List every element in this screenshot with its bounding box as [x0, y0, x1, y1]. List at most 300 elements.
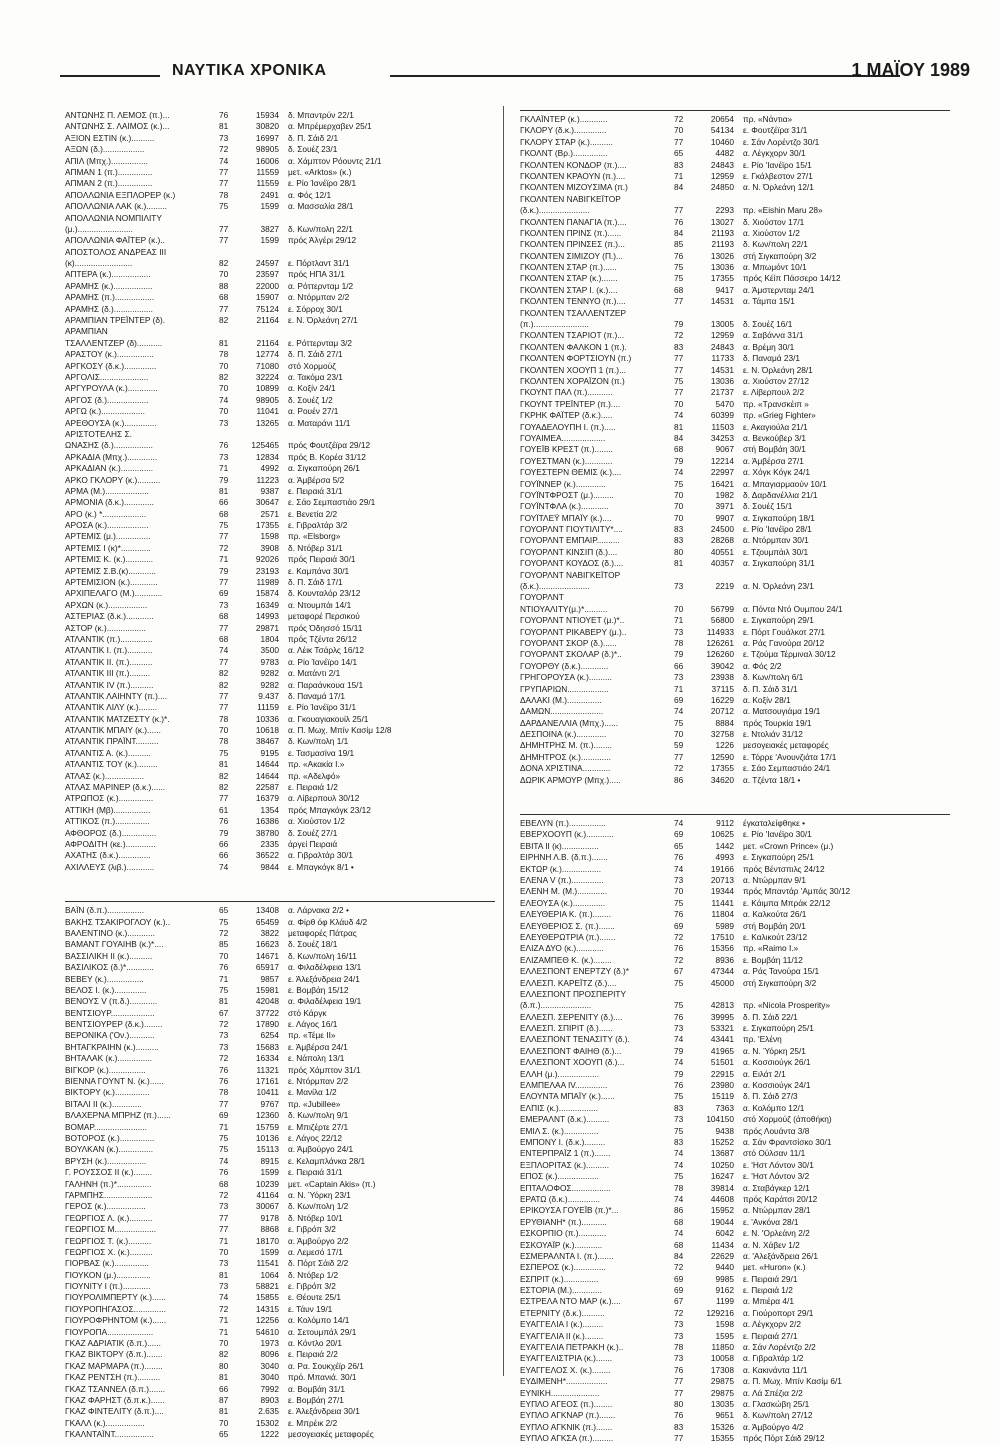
- build-year: 72: [674, 763, 684, 774]
- tonnage: 98905: [255, 144, 279, 155]
- build-year: 73: [219, 132, 229, 143]
- build-year: 80: [674, 546, 684, 557]
- tonnage: 40357: [710, 558, 734, 569]
- build-year: 67: [674, 1296, 684, 1307]
- build-year: 86: [674, 774, 684, 785]
- ship-row: [65, 691, 495, 702]
- build-year: 77: [674, 296, 684, 307]
- position: α. Λέγκχορν 2/2: [743, 1319, 801, 1330]
- build-year: 75: [674, 1000, 684, 1011]
- ship-row: [520, 978, 950, 989]
- ship-row: [520, 1433, 950, 1444]
- tonnage: 92026: [255, 554, 279, 565]
- tonnage: 37722: [255, 1007, 279, 1018]
- ship-name: ΑΤΛΑΝΤΙΚ (π.)..............: [65, 633, 153, 644]
- position: στή Σιγκαπούρη 3/2: [743, 977, 817, 988]
- ship-row: [520, 706, 950, 717]
- header-rule-right: [390, 75, 900, 77]
- ship-row: [520, 1308, 950, 1319]
- ship-row: [65, 1247, 495, 1258]
- ship-name: ΓΚΑΖ ΦΙΝΤΕΛΙΤΥ (δ.π.)....: [65, 1406, 164, 1417]
- build-year: 76: [219, 1076, 229, 1087]
- ship-row: [520, 570, 950, 581]
- position: πρός Πόρτ Σάιδ 29/12: [743, 1433, 825, 1444]
- ship-row: [520, 1034, 950, 1045]
- build-year: 82: [219, 1349, 229, 1360]
- ship-name: ΒΙΓΚΟΡ (κ.)................: [65, 1064, 146, 1075]
- ship-row: [520, 273, 950, 284]
- ship-row: [520, 251, 950, 262]
- ship-name: ΑΦΡΟΔΙΤΗ (κε.).............: [65, 839, 156, 849]
- tonnage: 11850: [711, 1342, 734, 1353]
- position: ε. Πειραιά 1/2: [743, 1285, 793, 1296]
- build-year: 70: [674, 398, 684, 409]
- build-year: 78: [219, 1087, 229, 1098]
- tonnage: 19344: [710, 886, 734, 897]
- position: α. Γιούροπορτ 29/1: [743, 1307, 814, 1318]
- position: πρός Φουτζέϊρα 29/12: [288, 440, 371, 451]
- build-year: 73: [219, 417, 229, 428]
- build-year: 68: [219, 611, 229, 622]
- ship-name: ΒΑΜΑΝΤ ΓΟΥΑΙΗΒ (κ.)*....: [65, 939, 164, 950]
- tonnage: 11559: [256, 178, 279, 189]
- tonnage: 11804: [711, 909, 734, 920]
- ship-row: [520, 376, 950, 387]
- ship-row: [65, 1122, 495, 1133]
- position: δ. Σουέζ 23/1: [288, 144, 338, 155]
- ship-name: ΓΟΥΟΡΛΝΤ ΣΚΟΡ (δ.)......: [520, 637, 617, 648]
- tonnage: 1226: [715, 740, 734, 751]
- ship-row: [65, 962, 495, 973]
- tonnage: 9282: [260, 668, 279, 679]
- ship-name: ΓΚΟΛΝΤΕΝ ΚΟΝΔΟΡ (π.)....: [520, 159, 627, 170]
- ship-row: [65, 1179, 495, 1190]
- ship-name: ΓΚΟΛΝΤΕΝ ΠΡΙΝΣ (π.)......: [520, 227, 622, 238]
- tonnage: 8868: [260, 1224, 279, 1235]
- position: ε. Τζούμα Τέρμιναλ 30/12: [743, 649, 836, 660]
- ship-name: ΕΜΠΟΝΥ Ι. (δ.κ.).........: [520, 1136, 606, 1147]
- ship-name: ΒΙΤΑΛΙ ΙΙ (κ.).............: [65, 1098, 142, 1109]
- ship-row: [520, 1319, 950, 1330]
- build-year: 70: [219, 383, 229, 394]
- tonnage: 1973: [260, 1338, 279, 1349]
- ship-name: ΓΚΑΖ ΡΕΝΤΣΗ (π.)..........: [65, 1372, 161, 1383]
- tonnage: 1598: [715, 1319, 734, 1330]
- build-year: 82: [219, 782, 229, 793]
- tonnage: 17355: [710, 273, 734, 284]
- ship-name: ΓΚΟΛΝΤΕΝ ΠΡΙΝΣΕΣ (π.)...: [520, 239, 625, 250]
- position: ε. Άμβέρσα 24/1: [288, 1041, 348, 1052]
- ship-name: ΒΕΝΟΥΣ V (π.δ.)............: [65, 996, 158, 1007]
- build-year: 74: [219, 155, 229, 166]
- ship-name: ΑΤΛΑΝΤΙΚ ΙΙ. (π.)..........: [65, 656, 153, 667]
- build-year: 70: [219, 406, 229, 417]
- build-year: 73: [674, 1330, 684, 1341]
- position: α. Πόντα Ντό Ουμπου 24/1: [743, 603, 843, 614]
- build-year: 70: [219, 1338, 229, 1349]
- tonnage: 40551: [710, 546, 734, 557]
- ship-row: [520, 490, 950, 501]
- position: δ. Π. Σάιδ 31/1: [743, 683, 798, 694]
- ship-name: ΔΑΡΔΑΝΕΛΛΙΑ (Μπχ.)......: [520, 717, 619, 728]
- tonnage: 23193: [255, 565, 279, 576]
- ship-row: [65, 110, 495, 121]
- tonnage: 11559: [256, 166, 279, 177]
- ship-row: [65, 917, 495, 928]
- ship-name: ΕΛΛΕΣΠΟΝΤ ΦΑΙΗΘ (δ.)...: [520, 1045, 622, 1056]
- ship-row: [520, 160, 950, 171]
- build-year: 85: [674, 239, 684, 250]
- tonnage: 12959: [710, 330, 734, 341]
- position: δ. Π. Σάιδ 17/1: [288, 577, 343, 588]
- position: δ. Κων/πολη 22/1: [743, 239, 808, 250]
- tonnage: 65917: [255, 962, 279, 973]
- build-year: 82: [219, 668, 229, 679]
- ship-row: [65, 543, 495, 554]
- build-year: 88: [219, 280, 229, 291]
- position: δ. Μπαντρύν 22/1: [288, 110, 354, 120]
- tonnage: 23597: [255, 269, 279, 280]
- position: μετ. «Captain Akis» (π.): [288, 1178, 376, 1189]
- ship-name: ΓΚΟΛΝΤ (Βρ.)...............: [520, 148, 608, 159]
- ship-row: [65, 748, 495, 759]
- ship-row: [520, 1012, 950, 1023]
- tonnage: 32224: [255, 371, 279, 382]
- tonnage: 8915: [260, 1155, 279, 1166]
- tonnage: 8903: [260, 1394, 279, 1405]
- ship-name: ΕΛΕΝΑ V (π.)..............: [520, 875, 604, 885]
- ship-name: ΒΗΤΑΛΑΚ (κ.)...............: [65, 1053, 152, 1064]
- ship-name: ΑΤΛΑΣ (κ.).................: [65, 770, 145, 781]
- ship-name: ΓΟΥΪΝΤΦΛΑ (κ.)............: [520, 501, 609, 512]
- ship-row: [520, 342, 950, 353]
- build-year: 69: [219, 588, 229, 599]
- position: μεταφορέ Περσικού: [288, 611, 360, 622]
- ship-row: [520, 1251, 950, 1262]
- tonnage: 10411: [256, 1087, 279, 1098]
- ship-name: ΕΥΠΛΟ ΑΓΚΣΑ (π.).........: [520, 1433, 614, 1444]
- position: πρός Τζέντα 26/12: [288, 633, 357, 644]
- build-year: 73: [674, 1114, 684, 1125]
- ship-name: ΕΚΤΩΡ (κ.).................: [520, 863, 602, 874]
- ship-row: [520, 592, 950, 603]
- ship-row: [65, 928, 495, 939]
- build-year: 66: [219, 839, 229, 849]
- tonnage: 104150: [706, 1114, 734, 1125]
- build-year: 83: [674, 1136, 684, 1147]
- position: α. Λάρνακα 2/2 •: [288, 905, 349, 916]
- tonnage: 15855: [255, 1292, 279, 1303]
- position: α. Γιβραλτάρ 1/2: [743, 1353, 804, 1364]
- ship-row: [65, 406, 495, 417]
- tonnage: 16349: [255, 599, 279, 610]
- position: ε. Ν. Όρλεάνη 27/1: [288, 315, 358, 326]
- tonnage: 9282: [260, 679, 279, 690]
- position: α. 'Αλεξάνδρεια 26/1: [743, 1250, 818, 1261]
- build-year: 75: [674, 1171, 684, 1182]
- ship-row: [65, 1406, 495, 1417]
- ship-name: ΕΠΤΑΛΟΦΟΣ.................: [520, 1182, 611, 1193]
- position: ε. Καμπάνα 30/1: [288, 565, 350, 576]
- tonnage: 36522: [255, 850, 279, 861]
- build-year: 70: [219, 725, 229, 736]
- build-year: 72: [219, 144, 229, 155]
- position: πρ. «Ακακία Ι.»: [288, 759, 345, 770]
- tonnage: 14315: [255, 1303, 279, 1314]
- ship-row: [65, 668, 495, 679]
- tonnage: 17355: [255, 520, 279, 531]
- build-year: 69: [674, 1285, 684, 1296]
- tonnage: 16229: [710, 694, 734, 705]
- ship-name: ΕΠΟΣ (κ.)..................: [520, 1171, 599, 1182]
- position: δ. Παναμά 17/1: [288, 690, 345, 701]
- ship-row: [65, 269, 495, 280]
- ship-name: ΕΒΕΛΥΝ (π.)................: [520, 818, 606, 829]
- tonnage: 11733: [711, 353, 734, 364]
- tonnage: 10336: [255, 713, 279, 724]
- ship-row: [520, 852, 950, 863]
- ship-name: ΓΚΟΛΝΤΕΝ ΣΤΑΡ Ι. (κ.)....: [520, 284, 618, 295]
- position: ε. Ρίο Ίανέϊρο 28/1: [288, 178, 357, 189]
- position: ε. Κάιμπα Μπράκ 22/12: [743, 897, 831, 908]
- ship-row: [65, 1087, 495, 1098]
- ship-name: ΓΙΟΥΡΟΦΡΗΝΤΟΜ (κ.)......: [65, 1315, 167, 1326]
- tonnage: 1804: [260, 633, 279, 644]
- tonnage: 17161: [255, 1076, 279, 1087]
- ship-name: ΔΕΣΠΟΙΝΑ (κ.).............: [520, 729, 607, 740]
- ship-name: ΓΚΟΛΝΤΕΝ ΚΡΑΟΥΝ (π.)....: [520, 170, 626, 181]
- build-year: 73: [219, 1201, 229, 1212]
- build-year: 74: [674, 818, 684, 829]
- position: α. Χάμπτον Ρόουντς 21/1: [288, 155, 382, 166]
- ship-row: [65, 1076, 495, 1087]
- tonnage: 13026: [710, 250, 734, 261]
- ship-name: ΔΗΜΗΤΡΗΣ Μ. (π.)........: [520, 740, 612, 751]
- build-year: 66: [674, 660, 684, 671]
- build-year: 78: [674, 1182, 684, 1193]
- position: δ. Δαρδανέλλια 21/1: [743, 489, 818, 500]
- position: α. Ν. Όρλεάνη 12/1: [743, 182, 814, 193]
- ship-name: ΔΩΡΙΚ ΑΡΜΟΥΡ (Μπχ.).....: [520, 774, 621, 785]
- ship-row: [65, 611, 495, 622]
- position: πρός Τουρκία 19/1: [743, 717, 812, 728]
- position: α. Καλκούτα 26/1: [743, 909, 807, 920]
- tonnage: 5989: [715, 920, 734, 931]
- build-year: 76: [674, 1080, 684, 1091]
- ship-row: [65, 463, 495, 474]
- tonnage: 11441: [711, 897, 734, 908]
- ship-row: [65, 623, 495, 634]
- build-year: 72: [674, 931, 684, 942]
- build-year: 76: [674, 1410, 684, 1421]
- tonnage: 51501: [710, 1057, 734, 1068]
- ship-name: ΕΣΚΟΥΑΪΡ (κ.)............: [520, 1239, 603, 1250]
- ship-name: ΕΛΕΥΘΕΡΙΑ Κ. (π.)........: [520, 909, 612, 920]
- tonnage: 45000: [710, 977, 734, 988]
- build-year: 75: [674, 375, 684, 386]
- build-year: 81: [219, 1372, 229, 1383]
- build-year: 77: [219, 1212, 229, 1223]
- build-year: 81: [219, 1269, 229, 1280]
- build-year: 83: [674, 159, 684, 170]
- tonnage: 17308: [710, 1364, 734, 1375]
- position: δ. Κων/πολη 9/1: [288, 1110, 349, 1121]
- build-year: 76: [219, 1167, 229, 1178]
- tonnage: 28268: [710, 535, 734, 546]
- position: α. Μασσαλία 28/1: [288, 201, 354, 212]
- position: α. Σαβάννα 31/1: [743, 330, 804, 341]
- ship-name: ΕΥΠΛΟ ΑΓΚΝΑΡ (π.).......: [520, 1410, 616, 1421]
- build-year: 69: [219, 1110, 229, 1121]
- ship-row: [65, 304, 495, 315]
- build-year: 81: [219, 121, 229, 132]
- ship-row: [520, 818, 950, 829]
- tonnage: 24850: [710, 182, 734, 193]
- ship-name: ΕΤΕΡΝΙΤΥ (δ.κ.)..........: [520, 1307, 605, 1318]
- position: ε. Ν. 'Ορλεάνη 2/2: [743, 1228, 810, 1239]
- ship-name: ΑΤΛΑΝΤΙΚ ΜΑΤΖΕΣΤΥ (κ.)*.: [65, 713, 170, 724]
- ship-name: ΑΝΤΩΝΗΣ Π. ΛΕΜΟΣ (π.)...: [65, 110, 170, 120]
- ship-row: [520, 886, 950, 897]
- ship-row: [65, 974, 495, 985]
- tonnage: 126260: [706, 649, 734, 660]
- tonnage: 56799: [710, 603, 734, 614]
- ship-name: ΑΡΧΙΠΕΛΑΓΟ (Μ.)............: [65, 588, 163, 599]
- tonnage: 53321: [710, 1023, 734, 1034]
- ship-row: [65, 588, 495, 599]
- ship-name: ΓΟΥΟΡΛΝΤ ΚΙΝΣΙΠ (δ.)....: [520, 546, 618, 557]
- position: α. Φίρθ όφ Κλάυδ 4/2: [288, 916, 368, 927]
- build-year: 78: [219, 736, 229, 747]
- ship-row: [65, 133, 495, 144]
- ship-row: [65, 486, 495, 497]
- position: α. Π. Μωχ. Μπίν Κασίμ 6/1: [743, 1376, 842, 1387]
- tonnage: 15934: [255, 110, 279, 120]
- build-year: 71: [674, 683, 684, 694]
- ship-name: ΓΚΟΛΝΤΕΝ ΤΣΑΛΛΕΝΤΖΕΡ: [520, 307, 626, 318]
- tonnage: 15119: [711, 1091, 734, 1102]
- ship-name: ΕΛΛΕΣΠΟΝΤ ΠΡΟΣΠΕΡΙΤΥ: [520, 988, 627, 999]
- ship-row: [520, 205, 950, 216]
- ship-name: ΑΡΙΣΤΟΤΕΛΗΣ Σ.: [65, 428, 132, 439]
- ship-row: [520, 1262, 950, 1273]
- ship-name: ΑΠΟΛΛΩΝΙΑ ΝΟΜΠΙΛΙΤΥ: [65, 212, 162, 223]
- ship-row: [65, 1019, 495, 1030]
- tonnage: 4992: [260, 463, 279, 474]
- position: α. Ντόρμπαν 2/2: [288, 292, 350, 303]
- build-year: 73: [219, 451, 229, 462]
- ship-row: [65, 1315, 495, 1326]
- tonnage: 15907: [255, 292, 279, 303]
- ship-name: ΕΡΙΚΟΥΣΑ ΓΟΥΕΪΒ (π.)*...: [520, 1205, 619, 1216]
- ship-name: (δ.κ.)......................: [520, 581, 590, 592]
- tonnage: 2335: [260, 839, 279, 849]
- build-year: 76: [674, 216, 684, 227]
- ship-name: ΓΟΥΑΙΜΕΑ...................: [520, 432, 606, 443]
- ship-name: ΒΑΛΕΝΤΙΝΟ (κ.)............: [65, 927, 155, 938]
- build-year: 74: [674, 1193, 684, 1204]
- build-year: 68: [219, 1178, 229, 1189]
- tonnage: 9067: [715, 444, 734, 455]
- ship-name: ΕΛΕΟΥΣΑ (κ.)..............: [520, 897, 606, 908]
- build-year: 75: [674, 977, 684, 988]
- tonnage: 58821: [255, 1281, 279, 1292]
- position: δ. Π. Σάιδ 2/1: [288, 132, 339, 143]
- ship-row: [65, 839, 495, 850]
- tonnage: 22915: [710, 1068, 734, 1079]
- build-year: 68: [674, 444, 684, 455]
- build-year: 79: [219, 474, 229, 485]
- tonnage: 17510: [710, 931, 734, 942]
- position: α. Κακινάντα 11/1: [743, 1364, 808, 1375]
- tonnage: 13687: [710, 1148, 734, 1159]
- ship-name: ΓΟΥΪΤΛΕΫ ΜΠΑΪΥ (κ.)....: [520, 512, 612, 523]
- tonnage: 11041: [256, 406, 279, 417]
- tonnage: 16997: [255, 132, 279, 143]
- ship-name: ΔΟΝΑ ΧΡΙΣΤΙΝΑ............: [520, 763, 611, 774]
- position: ε. Τασμασίνα 19/1: [288, 747, 355, 758]
- ship-name: ΑΠΜΑΝ 2 (π.)...............: [65, 178, 153, 189]
- ship-name: ΒΡΥΣΗ (κ.).................: [65, 1155, 147, 1166]
- ship-name: ΓΙΟΥΡΟΠΗΓΑΣΟΣ..............: [65, 1303, 166, 1314]
- ship-name: ΑΠΟΛΛΩΝΙΑ ΛΑΚ (κ.).........: [65, 201, 167, 212]
- ship-row: [520, 718, 950, 729]
- ship-name: ΓΙΟΥΚΟΝ (μ.)...............: [65, 1269, 151, 1280]
- tonnage: 9112: [716, 818, 734, 829]
- ship-row: [65, 531, 495, 542]
- tonnage: 16623: [255, 939, 279, 950]
- position: ε. Πειραιά 31/1: [288, 485, 343, 496]
- position: α. Κοσσιούγκ 24/1: [743, 1080, 811, 1091]
- tonnage: 1599: [260, 1246, 279, 1257]
- ship-row: [520, 285, 950, 296]
- tonnage: 10618: [255, 725, 279, 736]
- ship-name: ΕΣΠΡΙΤ (κ.)...............: [520, 1273, 599, 1284]
- build-year: 69: [674, 694, 684, 705]
- position: α. Ντόρμπαν 30/1: [743, 535, 809, 546]
- position: α. Γκουαγιακουίλ 25/1: [288, 713, 369, 724]
- tonnage: 16334: [255, 1053, 279, 1064]
- ship-name: ΑΣΤΟΡ (κ.).................: [65, 622, 146, 633]
- position: ε. Ντολιάν 31/12: [743, 729, 803, 740]
- build-year: 71: [219, 1121, 229, 1132]
- position: άργεί Πειραιά: [288, 839, 338, 849]
- ship-name: ΑΤΛΑΝΤΙΣ ΤΟΥ (κ.).........: [65, 759, 158, 770]
- ship-row: [65, 1053, 495, 1064]
- ship-name: ΓΟΥΕΪΒ ΚΡΕΣΤ (π.)........: [520, 444, 613, 455]
- ship-name: (π.)........................: [520, 319, 589, 330]
- build-year: 72: [219, 927, 229, 938]
- ship-name: ΓΚΑΖ ΦΑΡΗΣΤ (δ.π.κ.)......: [65, 1394, 165, 1405]
- ship-name: ΓΕΩΡΓΙΟΣ Λ. (κ.)..........: [65, 1212, 153, 1223]
- ship-row: [520, 524, 950, 535]
- tonnage: 13036: [710, 262, 734, 273]
- ship-name: ΑΡΤΕΜΙΣ Ι (κ)*.............: [65, 542, 151, 553]
- ship-name: ΒΑΚΗΣ ΤΣΑΚΙΡΟΓΛΟΥ (κ.)..: [65, 916, 171, 927]
- tonnage: 12214: [710, 455, 734, 466]
- position: ε. Λίβερπουλ 2/2: [743, 387, 805, 398]
- ship-row: [520, 875, 950, 886]
- position: πρός Χάμπτον 31/1: [288, 1064, 361, 1075]
- build-year: 77: [219, 577, 229, 588]
- ship-name: ΑΤΛΑΝΤΙΚ ΙΙΙ (π.).........: [65, 668, 151, 679]
- build-year: 72: [219, 1053, 229, 1064]
- ship-name: ΓΚΟΛΝΤΕΝ ΦΟΡΤΣΙΟΥΝ (π.): [520, 353, 632, 364]
- ship-row: [520, 627, 950, 638]
- position: στό Κάργκ: [288, 1007, 327, 1018]
- ship-name: ΒΕΝΤΣΙΟΥΡΕΡ (δ.κ.)........: [65, 1019, 163, 1030]
- ship-name: ΕΣΜΕΡΑΛΝΤΑ Ι. (π.).......: [520, 1250, 614, 1261]
